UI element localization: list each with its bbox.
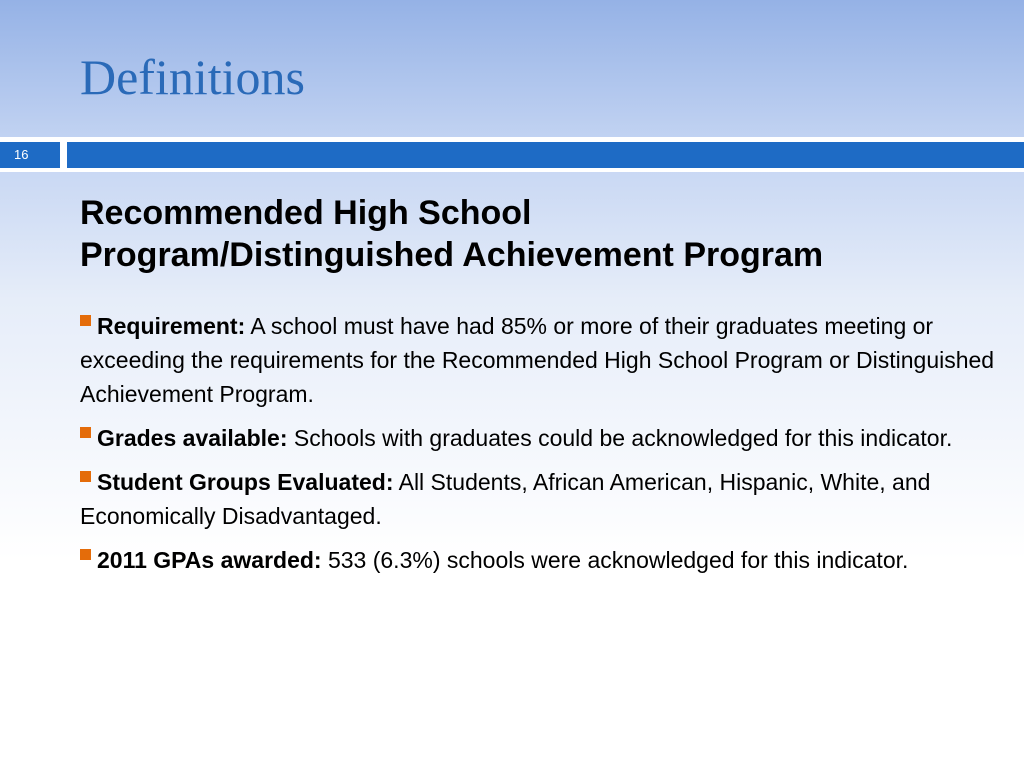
slide-heading (80, 192, 1000, 276)
bullet-student-groups (80, 465, 1000, 533)
bullet-text: 533 (6.3%) schools were acknowledged for this indicator. (327, 547, 909, 573)
bullet-list (80, 309, 1000, 587)
bullet-grades-available (80, 421, 1000, 455)
slide-heading-line-1: Recommended High School (80, 194, 532, 232)
bullet-label: Student Groups Evaluated: (97, 469, 394, 495)
slide-heading-line-2: Program/Distinguished Achievement Program (80, 236, 824, 274)
bullet-text: Schools with graduates could be acknowledged for this indicator. (293, 425, 953, 451)
square-bullet-icon (80, 427, 91, 438)
square-bullet-icon (80, 471, 91, 482)
divider-blue-bar (67, 142, 1024, 168)
bullet-text: All Students, African American, Hispanic, White, and Economically Disadvantaged. (80, 469, 931, 529)
square-bullet-icon (80, 315, 91, 326)
title-divider-bar (0, 137, 1024, 172)
slide-number: 16 (0, 142, 60, 168)
bullet-gpas-awarded (80, 543, 1000, 577)
square-bullet-icon (80, 549, 91, 560)
bullet-text: A school must have had 85% or more of their graduates meeting or exceeding the requirements for the Recommended High School Program or Distinguished Achievement Program. (80, 313, 995, 407)
slide-title: Definitions (80, 49, 305, 105)
bullet-label: Grades available: (97, 425, 288, 451)
bullet-label: Requirement: (97, 313, 246, 339)
bullet-requirement (80, 309, 1000, 411)
bullet-label: 2011 GPAs awarded: (97, 547, 322, 573)
